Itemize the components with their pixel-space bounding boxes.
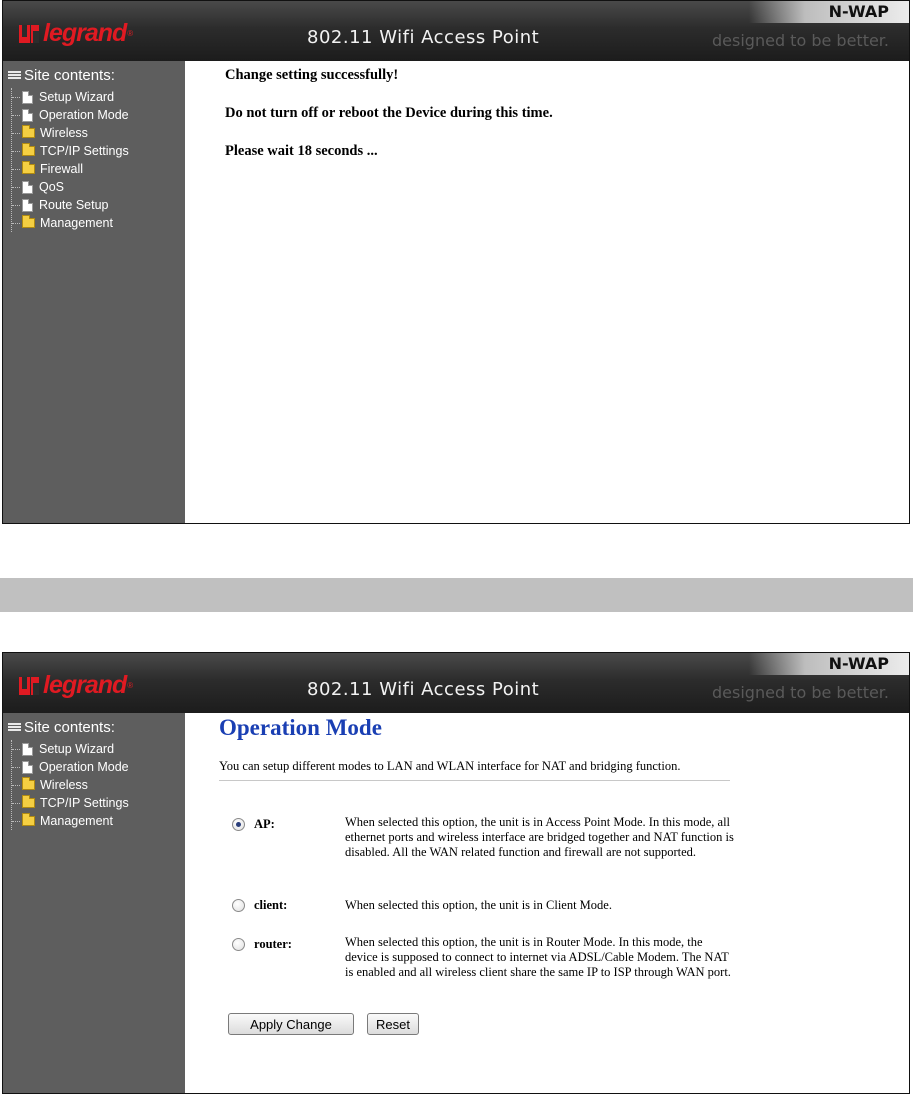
document-icon bbox=[22, 199, 33, 212]
client-mode-radio[interactable] bbox=[232, 899, 245, 912]
sidebar-item-setup-wizard[interactable]: Setup Wizard bbox=[12, 88, 129, 106]
document-icon bbox=[22, 91, 33, 104]
sidebar-item-wireless[interactable]: Wireless bbox=[12, 124, 129, 142]
separator-bar bbox=[0, 578, 913, 612]
document-icon bbox=[22, 109, 33, 122]
sidebar-item-management[interactable]: Management bbox=[12, 812, 129, 830]
header-tagline: designed to be better. bbox=[712, 683, 889, 702]
header-banner bbox=[3, 653, 909, 713]
ap-mode-radio[interactable] bbox=[232, 818, 245, 831]
status-countdown-message: Please wait 18 seconds ... bbox=[225, 143, 378, 159]
page-title: Operation Mode bbox=[219, 715, 382, 740]
folder-icon bbox=[22, 798, 35, 808]
header-title: 802.11 Wifi Access Point bbox=[307, 27, 540, 48]
legrand-logo-icon bbox=[19, 25, 39, 43]
header-tagline: designed to be better. bbox=[712, 31, 889, 50]
reset-button[interactable]: Reset bbox=[367, 1013, 419, 1035]
sidebar-item-setup-wizard[interactable]: Setup Wizard bbox=[12, 740, 129, 758]
sidebar bbox=[3, 713, 185, 1093]
router-mode-label: router: bbox=[254, 937, 292, 951]
folder-icon bbox=[22, 128, 35, 138]
sidebar-item-qos[interactable]: QoS bbox=[12, 178, 129, 196]
operation-mode-content bbox=[186, 713, 909, 1093]
page-description: You can setup different modes to LAN and WLAN interface for NAT and bridging function. bbox=[219, 759, 681, 773]
apply-change-button[interactable]: Apply Change bbox=[228, 1013, 354, 1035]
status-warning-message: Do not turn off or reboot the Device during this time. bbox=[225, 105, 553, 121]
brand-name: legrand bbox=[43, 671, 127, 699]
folder-icon bbox=[22, 780, 35, 790]
sidebar-item-management[interactable]: Management bbox=[12, 214, 129, 232]
document-icon bbox=[22, 743, 33, 756]
folder-icon bbox=[22, 146, 35, 156]
legrand-logo-icon bbox=[19, 677, 39, 695]
sidebar-tree bbox=[11, 88, 129, 232]
router-mode-description: When selected this option, the unit is in Router Mode. In this mode, the device is supposed to connect to internet via ADSL/Cable Modem. The NAT is enabled and all wireless client share the same IP to ISP through WAN port. bbox=[345, 935, 731, 979]
folder-icon bbox=[22, 218, 35, 228]
ap-mode-description: When selected this option, the unit is in Access Point Mode. In this mode, all ethernet ports and wireless interface are bridged together and NAT function is disabled. All the WAN related function and firewall are not supported. bbox=[345, 815, 734, 859]
client-mode-label: client: bbox=[254, 898, 288, 912]
product-name: N-WAP bbox=[749, 1, 909, 23]
router-mode-radio[interactable] bbox=[232, 938, 245, 951]
ap-mode-label: AP: bbox=[254, 817, 275, 831]
folder-icon bbox=[22, 816, 35, 826]
tree-root-icon bbox=[8, 71, 21, 80]
site-contents-heading: Site contents: bbox=[8, 719, 115, 736]
sidebar bbox=[3, 61, 185, 523]
divider bbox=[219, 780, 730, 781]
sidebar-item-wireless[interactable]: Wireless bbox=[12, 776, 129, 794]
operation-mode-window bbox=[2, 652, 910, 1094]
header-banner bbox=[3, 1, 909, 61]
sidebar-item-operation-mode[interactable]: Operation Mode bbox=[12, 758, 129, 776]
tree-root-icon bbox=[8, 723, 21, 732]
document-icon bbox=[22, 761, 33, 774]
sidebar-item-operation-mode[interactable]: Operation Mode bbox=[12, 106, 129, 124]
status-content bbox=[186, 61, 909, 523]
sidebar-item-tcpip-settings[interactable]: TCP/IP Settings bbox=[12, 794, 129, 812]
brand-logo: legrand ® bbox=[19, 21, 133, 46]
status-success-message: Change setting successfully! bbox=[225, 67, 399, 83]
folder-icon bbox=[22, 164, 35, 174]
header-title: 802.11 Wifi Access Point bbox=[307, 679, 540, 700]
document-icon bbox=[22, 181, 33, 194]
sidebar-item-route-setup[interactable]: Route Setup bbox=[12, 196, 129, 214]
brand-name: legrand bbox=[43, 19, 127, 47]
sidebar-item-tcpip-settings[interactable]: TCP/IP Settings bbox=[12, 142, 129, 160]
status-window bbox=[2, 0, 910, 524]
product-name: N-WAP bbox=[749, 653, 909, 675]
sidebar-item-firewall[interactable]: Firewall bbox=[12, 160, 129, 178]
client-mode-description: When selected this option, the unit is in Client Mode. bbox=[345, 898, 612, 912]
sidebar-tree bbox=[11, 740, 129, 830]
brand-logo: legrand ® bbox=[19, 673, 133, 698]
site-contents-heading: Site contents: bbox=[8, 67, 115, 84]
